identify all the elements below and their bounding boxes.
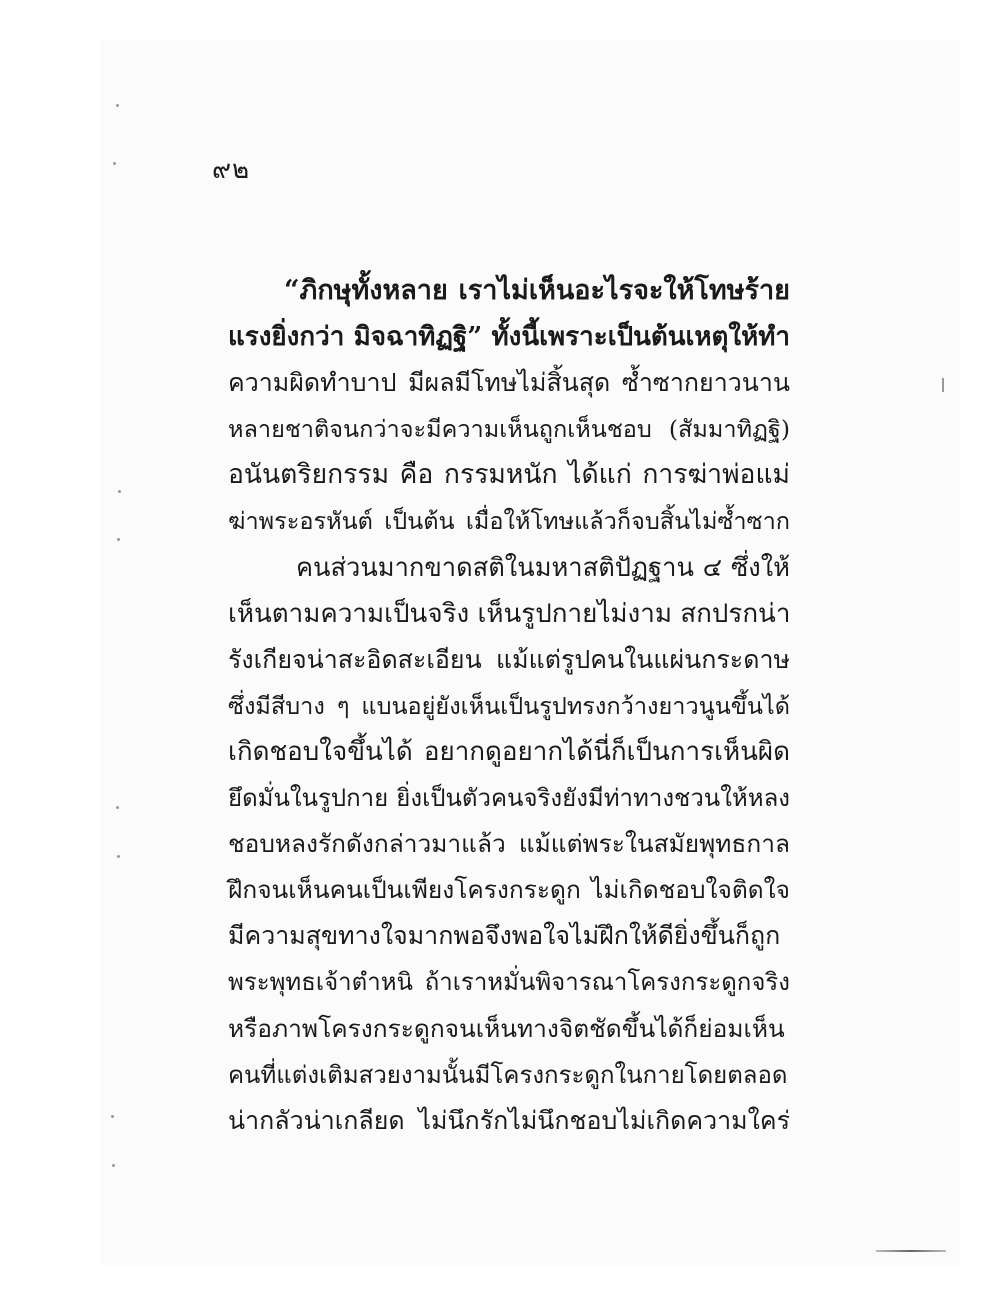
scan-speck xyxy=(117,538,120,541)
scan-speck xyxy=(112,1164,115,1167)
scan-smudge xyxy=(876,1250,946,1252)
body-line-6: ฆ่าพระอรหันต์ เป็นต้น เมื่อให้โทษแล้วก็จบสิ้นไม่ซ้ำซาก xyxy=(228,507,790,536)
body-line-15: มีความสุขทางใจมากพอจึงพอใจไม่ฝึกให้ดียิ่งขึ้นก็ถูก xyxy=(228,921,781,951)
page-number: ๙๒ xyxy=(212,155,251,185)
quote-line-2: แรงยิ่งกว่า มิจฉาทิฏฐิ” ทั้งนี้เพราะเป็นต้นเหตุให้ทำ xyxy=(228,322,790,353)
body-line-8: เห็นตามความเป็นจริง เห็นรูปกายไม่งาม สกปรกน่า xyxy=(228,598,791,629)
scan-speck xyxy=(113,162,116,165)
body-line-12: ยึดมั่นในรูปกาย ยิ่งเป็นตัวคนจริงยังมีท่าทางชวนให้หลง xyxy=(228,784,790,813)
body-line-10: ซึ่งมีสีบาง ๆ แบนอยู่ยังเห็นเป็นรูปทรงกว้างยาวนูนขึ้นได้ xyxy=(228,691,790,720)
body-line-19: น่ากลัวน่าเกลียด ไม่นึกรักไม่นึกชอบไม่เกิดความใคร่ xyxy=(228,1105,790,1135)
body-line-17: หรือภาพโครงกระดูกจนเห็นทางจิตชัดขึ้นได้ก็ย่อมเห็น xyxy=(228,1013,785,1043)
body-line-4: หลายชาติจนกว่าจะมีความเห็นถูกเห็นชอบ (สัมมาทิฏฐิ) xyxy=(228,415,790,444)
scan-edge-mark xyxy=(942,378,944,392)
scan-speck xyxy=(118,490,121,493)
body-line-13: ชอบหลงรักดังกล่าวมาแล้ว แม้แต่พระในสมัยพุทธกาล xyxy=(228,829,790,859)
quote-line-1: “ภิกษุทั้งหลาย เราไม่เห็นอะไรจะให้โทษร้าย xyxy=(284,275,790,306)
body-line-16: พระพุทธเจ้าตำหนิ ถ้าเราหมั่นพิจารณาโครงกระดูกจริง xyxy=(228,968,790,997)
body-line-9: รังเกียจน่าสะอิดสะเอียน แม้แต่รูปคนในแผ่นกระดาษ xyxy=(228,644,790,674)
body-line-14: ฝึกจนเห็นคนเป็นเพียงโครงกระดูก ไม่เกิดชอบใจติดใจ xyxy=(228,875,790,905)
body-line-2 xyxy=(228,314,790,360)
body-text xyxy=(228,268,790,1144)
scan-speck xyxy=(116,104,119,107)
paragraph-2-first-line: คนส่วนมากขาดสติในมหาสติปัฏฐาน ๔ ซึ่งให้ xyxy=(296,552,790,583)
body-line-11: เกิดชอบใจขึ้นได้ อยากดูอยากได้นี่ก็เป็นการเห็นผิด xyxy=(228,736,790,767)
scan-speck xyxy=(111,1115,114,1118)
body-line-3: ความผิดทำบาป มีผลมีโทษไม่สิ้นสุด ซ้ำซากยาวนาน xyxy=(228,368,790,398)
scan-speck xyxy=(117,855,120,858)
body-line-5: อนันตริยกรรม คือ กรรมหนัก ได้แก่ การฆ่าพ่อแม่ xyxy=(228,459,790,491)
scan-speck xyxy=(116,806,119,809)
body-line-18: คนที่แต่งเติมสวยงามนั้นมีโครงกระดูกในกายโดยตลอด xyxy=(228,1060,788,1089)
